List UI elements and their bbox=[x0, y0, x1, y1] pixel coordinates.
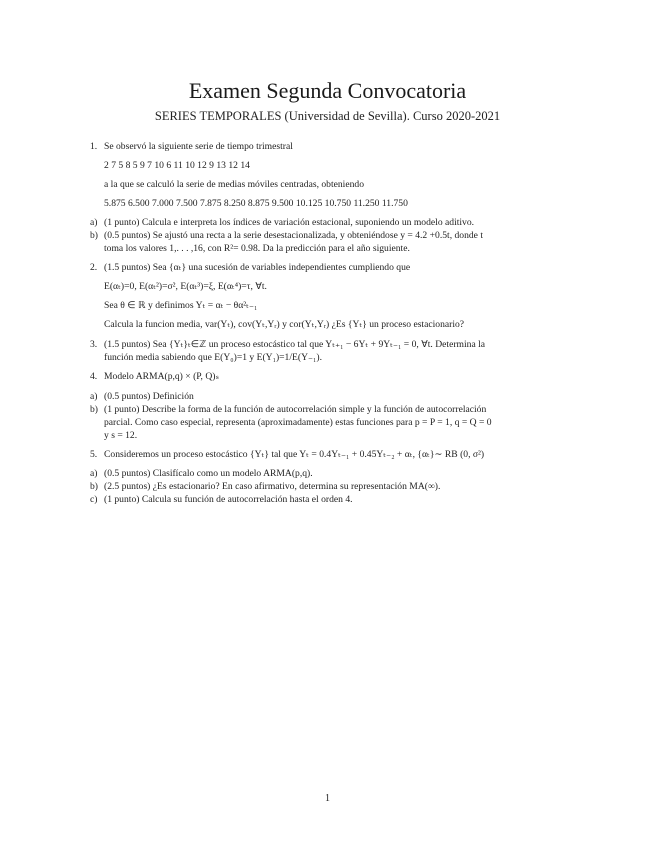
q3-text-line2: función media sabiendo que E(Y₀)=1 y E(Y₁)=1/E(Y₋₁). bbox=[104, 352, 323, 363]
q1-b-text-line1: (0.5 puntos) Se ajustó una recta a la serie desestacionalizada, y obteniéndose y = 4.2 +0.5t, donde t bbox=[104, 230, 484, 241]
q1-number: 1. bbox=[90, 141, 98, 152]
q5-a-label: a) bbox=[90, 468, 98, 479]
q5-b-text: (2.5 puntos) ¿Es estacionario? En caso afirmativo, determina su representación MA(∞). bbox=[104, 481, 441, 492]
q3-number: 3. bbox=[90, 339, 98, 350]
q1-moving-averages: 5.875 6.500 7.000 7.500 7.875 8.250 8.875 9.500 10.125 10.750 11.250 11.750 bbox=[104, 198, 408, 209]
q2-model: Sea θ ∈ ℝ y definimos Yₜ = αₜ − θα²ₜ₋₁ bbox=[104, 300, 258, 311]
page-number: 1 bbox=[325, 793, 330, 804]
q2-moments: E(αₜ)=0, E(αₜ²)=σ², E(αₜ³)=ξ, E(αₜ⁴)=τ, ∀t. bbox=[104, 281, 267, 292]
q2-number: 2. bbox=[90, 262, 98, 273]
q1-b-label: b) bbox=[90, 230, 98, 241]
q2-question: Calcula la funcion media, var(Yₜ), cov(Yₜ,Yᵣ) y cor(Yₜ,Yᵣ) ¿Es {Yₜ} un proceso estacionario? bbox=[104, 319, 465, 330]
page-title: Examen Segunda Convocatoria bbox=[188, 78, 467, 103]
q4-b-text-line1: (1 punto) Describe la forma de la función de autocorrelación simple y la función de autocorrelación bbox=[104, 404, 487, 415]
q4-b-text-line2: parcial. Como caso especial, representa (aproximadamente) estas funciones para p = P = 1, q = Q = 0 bbox=[104, 417, 492, 428]
q4-b-text-line3: y s = 12. bbox=[104, 430, 138, 441]
q1-intro: Se observó la siguiente serie de tiempo trimestral bbox=[104, 141, 293, 152]
q5-b-label: b) bbox=[90, 481, 98, 492]
q5-c-text: (1 punto) Calcula su función de autocorrelación hasta el orden 4. bbox=[104, 494, 353, 505]
q4-b-label: b) bbox=[90, 404, 98, 415]
q1-a-label: a) bbox=[90, 217, 98, 228]
q3-text-line1: (1.5 puntos) Sea {Yₜ}ₜ∈ℤ un proceso estocástico tal que Yₜ₊₁ − 6Yₜ + 9Yₜ₋₁ = 0, ∀t. Determina la bbox=[104, 339, 486, 350]
q5-a-text: (0.5 puntos) Clasifícalo como un modelo ARMA(p,q). bbox=[104, 468, 313, 479]
q4-number: 4. bbox=[90, 371, 98, 382]
q4-a-label: a) bbox=[90, 391, 98, 402]
q4-text: Modelo ARMA(p,q) × (P, Q)ₛ bbox=[104, 371, 220, 382]
q1-moving-text: a la que se calculó la serie de medias móviles centradas, obteniendo bbox=[104, 179, 364, 190]
q4-a-text: (0.5 puntos) Definición bbox=[104, 391, 194, 402]
q5-number: 5. bbox=[90, 449, 98, 460]
page-subtitle: SERIES TEMPORALES (Universidad de Sevilla). Curso 2020-2021 bbox=[154, 109, 501, 123]
q5-c-label: c) bbox=[90, 494, 98, 505]
q1-series: 2 7 5 8 5 9 7 10 6 11 10 12 9 13 12 14 bbox=[104, 160, 250, 171]
q5-text: Consideremos un proceso estocástico {Yₜ} tal que Yₜ = 0.4Yₜ₋₁ + 0.45Yₜ₋₂ + αₜ, {αₜ}∼ RB (0, σ²) bbox=[104, 449, 485, 460]
q1-a-text: (1 punto) Calcula e interpreta los índices de variación estacional, suponiendo un modelo aditivo. bbox=[104, 217, 475, 228]
q1-b-text-line2: toma los valores 1,. . . ,16, con R²= 0.98. Da la predicción para el año siguiente. bbox=[104, 243, 410, 254]
q2-intro: (1.5 puntos) Sea {αₜ} una sucesión de variables independientes cumpliendo que bbox=[104, 262, 411, 273]
